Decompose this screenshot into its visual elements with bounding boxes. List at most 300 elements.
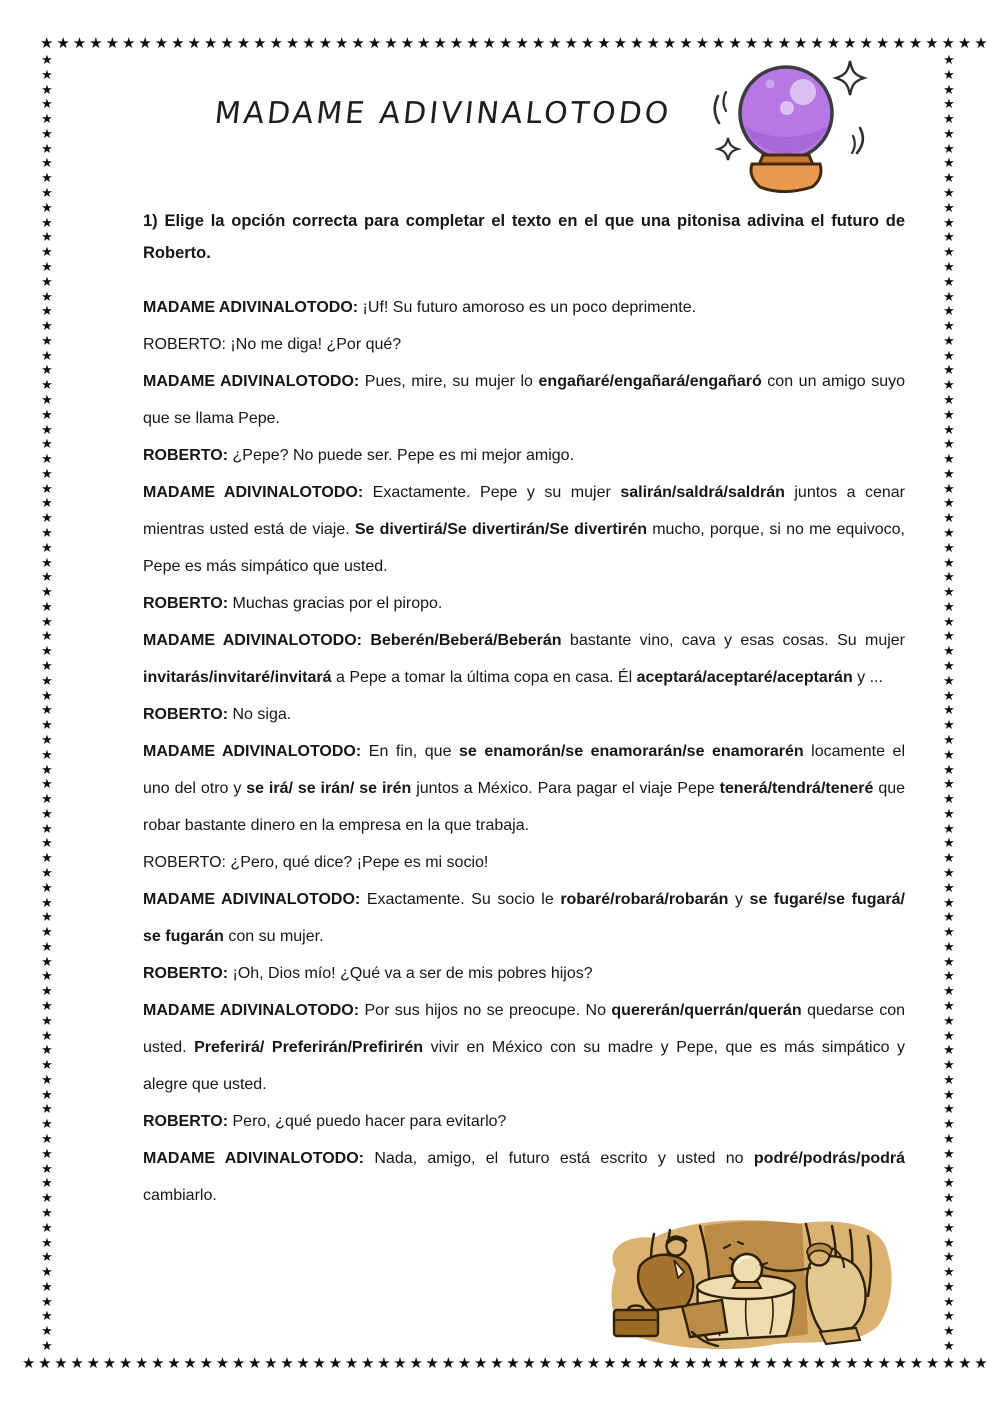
- text-run: Exactamente. Pepe y su mujer: [363, 484, 621, 501]
- star-icon: ★: [72, 34, 87, 52]
- star-icon: ★: [22, 1354, 36, 1372]
- star-icon: ★: [909, 1354, 924, 1372]
- star-icon: ★: [810, 34, 824, 52]
- star-icon: ★: [943, 673, 955, 689]
- star-icon: ★: [943, 629, 955, 645]
- star-border-left: [38, 54, 56, 1354]
- star-icon: ★: [41, 422, 53, 438]
- dialogue-line: [143, 622, 905, 696]
- star-icon: ★: [41, 599, 53, 615]
- star-icon: ★: [41, 1072, 53, 1088]
- star-icon: ★: [943, 762, 955, 778]
- star-icon: ★: [796, 1354, 811, 1372]
- star-icon: ★: [134, 1354, 149, 1372]
- star-icon: ★: [761, 34, 775, 52]
- star-icon: ★: [41, 97, 53, 113]
- star-icon: ★: [482, 34, 496, 52]
- star-icon: ★: [70, 1354, 84, 1372]
- star-icon: ★: [943, 1220, 955, 1236]
- star-icon: ★: [41, 570, 53, 586]
- star-icon: ★: [41, 437, 53, 453]
- star-icon: ★: [506, 1354, 520, 1372]
- star-icon: ★: [41, 1013, 53, 1029]
- star-icon: ★: [41, 954, 53, 970]
- star-icon: ★: [335, 34, 349, 52]
- text-run: con su mujer.: [223, 928, 324, 945]
- star-icon: ★: [943, 1117, 955, 1133]
- star-icon: ★: [943, 865, 955, 881]
- ball-highlight: [790, 79, 816, 105]
- star-icon: ★: [41, 392, 53, 408]
- dialogue: [143, 289, 905, 1214]
- star-icon: ★: [667, 1354, 682, 1372]
- star-icon: ★: [41, 67, 53, 83]
- answer-options: engañaré/engañará/engañaró: [538, 373, 762, 390]
- star-icon: ★: [41, 969, 53, 985]
- star-icon: ★: [457, 1354, 472, 1372]
- star-icon: ★: [393, 1354, 407, 1372]
- briefcase: [614, 1310, 658, 1336]
- text-run: quedarse con usted.: [143, 1002, 906, 1056]
- text-run: bastante vino, cava y esas cosas. Su mujer: [561, 632, 906, 649]
- star-icon: ★: [41, 1265, 53, 1281]
- star-icon: ★: [728, 34, 742, 52]
- star-icon: ★: [40, 34, 54, 52]
- answer-options: robaré/robará/robarán: [560, 891, 729, 908]
- star-icon: ★: [943, 496, 955, 512]
- star-icon: ★: [943, 880, 955, 896]
- star-icon: ★: [613, 34, 628, 52]
- star-icon: ★: [41, 659, 53, 675]
- star-icon: ★: [328, 1354, 343, 1372]
- star-icon: ★: [425, 1354, 439, 1372]
- star-icon: ★: [943, 1087, 955, 1103]
- star-icon: ★: [41, 1146, 53, 1162]
- star-icon: ★: [662, 34, 677, 52]
- star-icon: ★: [877, 1354, 891, 1372]
- star-icon: ★: [943, 555, 955, 571]
- star-icon: ★: [41, 378, 53, 394]
- star-icon: ★: [603, 1354, 617, 1372]
- star-icon: ★: [466, 34, 480, 52]
- answer-options: quererán/querrán/querán: [611, 1002, 802, 1019]
- speaker-label: ROBERTO:: [143, 1113, 229, 1130]
- text-run: cambiarlo.: [143, 1187, 217, 1204]
- star-icon: ★: [199, 1354, 213, 1372]
- star-icon: ★: [41, 1161, 53, 1177]
- star-icon: ★: [269, 34, 283, 52]
- star-icon: ★: [41, 156, 53, 172]
- crystal-ball-icon: [700, 56, 882, 194]
- star-icon: ★: [41, 245, 53, 261]
- star-icon: ★: [41, 585, 53, 601]
- star-icon: ★: [41, 126, 53, 142]
- star-icon: ★: [138, 34, 152, 52]
- speaker-label: ROBERTO:: [143, 447, 229, 464]
- speaker-label: ROBERTO:: [143, 706, 229, 723]
- star-icon: ★: [943, 1132, 955, 1148]
- star-icon: ★: [41, 289, 53, 305]
- star-icon: ★: [384, 34, 398, 52]
- star-icon: ★: [41, 141, 53, 157]
- dialogue-line: [143, 696, 905, 733]
- motion-arc: [715, 96, 719, 123]
- speaker-label: MADAME ADIVINALOTODO:: [143, 1002, 360, 1019]
- star-icon: ★: [843, 34, 857, 52]
- star-icon: ★: [651, 1354, 665, 1372]
- motion-arc: [724, 92, 727, 111]
- star-icon: ★: [679, 34, 693, 52]
- star-icon: ★: [943, 230, 955, 246]
- speaker-label: MADAME ADIVINALOTODO:: [143, 743, 362, 760]
- star-icon: ★: [41, 171, 53, 187]
- star-icon: ★: [41, 407, 53, 423]
- star-icon: ★: [943, 999, 955, 1014]
- text-run: ¿Pepe? No puede ser. Pepe es mi mejor amigo.: [228, 447, 575, 464]
- star-icon: ★: [943, 407, 955, 423]
- star-icon: ★: [367, 34, 382, 52]
- star-icon: ★: [151, 1354, 165, 1372]
- text-run: a Pepe a tomar la última copa en casa. Él: [331, 669, 637, 686]
- speaker-label: MADAME ADIVINALOTODO:: [143, 373, 360, 390]
- star-icon: ★: [490, 1354, 504, 1372]
- star-icon: ★: [41, 777, 53, 793]
- star-icon: ★: [732, 1354, 746, 1372]
- star-icon: ★: [943, 836, 955, 852]
- star-icon: ★: [943, 777, 955, 793]
- star-icon: ★: [41, 363, 53, 379]
- text-run: Pero, ¿qué puedo hacer para evitarlo?: [228, 1113, 507, 1130]
- star-icon: ★: [958, 1354, 972, 1372]
- star-icon: ★: [943, 540, 955, 556]
- star-icon: ★: [41, 230, 53, 246]
- star-icon: ★: [41, 1058, 53, 1074]
- star-icon: ★: [943, 274, 955, 290]
- star-icon: ★: [531, 34, 546, 52]
- text-run: que robar bastante dinero en la empresa en la que trabaja.: [143, 780, 906, 834]
- star-icon: ★: [41, 895, 53, 911]
- star-icon: ★: [41, 1132, 53, 1148]
- dialogue-line: [143, 326, 905, 363]
- dialogue-line: [143, 585, 905, 622]
- star-icon: ★: [171, 34, 185, 52]
- star-icon: ★: [41, 274, 53, 290]
- star-icon: ★: [41, 880, 53, 896]
- star-icon: ★: [41, 851, 53, 867]
- star-icon: ★: [41, 732, 53, 748]
- star-icon: ★: [943, 378, 955, 394]
- motion-arc: [857, 128, 863, 153]
- star-icon: ★: [943, 659, 955, 675]
- star-icon: ★: [943, 703, 955, 719]
- answer-options: aceptará/aceptaré/aceptarán: [636, 669, 853, 686]
- star-icon: ★: [285, 34, 300, 52]
- star-icon: ★: [861, 1354, 875, 1372]
- star-icon: ★: [102, 1354, 117, 1372]
- star-icon: ★: [943, 200, 955, 216]
- star-icon: ★: [974, 1354, 988, 1372]
- star-icon: ★: [41, 792, 53, 808]
- star-icon: ★: [280, 1354, 294, 1372]
- star-icon: ★: [41, 673, 53, 689]
- star-icon: ★: [121, 34, 136, 52]
- text-run: Pues, mire, su mujer lo: [359, 373, 539, 390]
- dialogue-line: [143, 992, 905, 1103]
- star-icon: ★: [548, 34, 562, 52]
- star-icon: ★: [943, 747, 955, 763]
- dialogue-line: [143, 474, 905, 585]
- star-icon: ★: [943, 348, 955, 364]
- star-icon: ★: [41, 319, 53, 335]
- star-icon: ★: [41, 82, 53, 98]
- answer-options: podré/podrás/podrá: [753, 1150, 906, 1167]
- star-icon: ★: [829, 1354, 843, 1372]
- star-icon: ★: [360, 1354, 375, 1372]
- star-icon: ★: [41, 1205, 53, 1221]
- star-icon: ★: [344, 1354, 359, 1372]
- answer-options: se irá/ se irán/ se irén: [246, 780, 412, 797]
- star-icon: ★: [86, 1354, 101, 1372]
- text-run: vivir en México con su madre y Pepe, que es más simpático y alegre que usted.: [143, 1039, 906, 1093]
- star-icon: ★: [433, 34, 447, 52]
- star-icon: ★: [318, 34, 333, 52]
- star-icon: ★: [646, 34, 660, 52]
- star-icon: ★: [586, 1354, 601, 1372]
- text-run: con un amigo suyo que se llama Pepe.: [143, 373, 905, 427]
- star-icon: ★: [943, 644, 955, 660]
- star-icon: ★: [41, 200, 53, 216]
- star-icon: ★: [943, 1058, 955, 1074]
- star-icon: ★: [41, 747, 53, 763]
- dialogue-line: [143, 363, 905, 437]
- star-icon: ★: [942, 1354, 956, 1372]
- star-icon: ★: [41, 1176, 53, 1192]
- text-run: Nada, amigo, el futuro está escrito y usted no: [364, 1150, 754, 1167]
- star-icon: ★: [554, 1354, 569, 1372]
- star-icon: ★: [943, 1205, 955, 1221]
- star-icon: ★: [780, 1354, 795, 1372]
- speaker-label: MADAME ADIVINALOTODO:: [143, 632, 371, 649]
- star-icon: ★: [41, 466, 53, 482]
- star-icon: ★: [943, 97, 955, 113]
- star-icon: ★: [183, 1354, 197, 1372]
- star-icon: ★: [312, 1354, 326, 1372]
- star-icon: ★: [167, 1354, 181, 1372]
- star-icon: ★: [699, 1354, 714, 1372]
- answer-options: salirán/saldrá/saldrán: [620, 484, 785, 501]
- star-icon: ★: [943, 481, 955, 497]
- answer-options: invitarás/invitaré/invitará: [143, 669, 332, 686]
- dialogue-line: [143, 844, 905, 881]
- star-icon: ★: [908, 34, 923, 52]
- star-icon: ★: [296, 1354, 310, 1372]
- star-icon: ★: [41, 1043, 53, 1059]
- sparkle-icon: [718, 138, 738, 160]
- star-icon: ★: [744, 34, 759, 52]
- star-icon: ★: [859, 34, 873, 52]
- star-icon: ★: [220, 34, 234, 52]
- star-icon: ★: [351, 34, 365, 52]
- star-icon: ★: [416, 34, 431, 52]
- star-icon: ★: [943, 732, 955, 748]
- star-icon: ★: [695, 34, 710, 52]
- star-icon: ★: [41, 1279, 53, 1295]
- star-icon: ★: [187, 34, 201, 52]
- star-icon: ★: [41, 1191, 53, 1207]
- text-run: Muchas gracias por el piropo.: [228, 595, 443, 612]
- star-icon: ★: [845, 1354, 859, 1372]
- star-icon: ★: [41, 348, 53, 364]
- star-icon: ★: [409, 1354, 423, 1372]
- answer-options: se fugaré/se fugará/ se fugarán: [143, 891, 905, 945]
- star-icon: ★: [943, 1324, 955, 1340]
- star-icon: ★: [41, 1235, 53, 1251]
- motion-arc: [852, 136, 855, 153]
- speaker-label: MADAME ADIVINALOTODO:: [143, 299, 359, 316]
- star-icon: ★: [253, 34, 267, 52]
- star-icon: ★: [41, 939, 53, 955]
- star-border-bottom: [22, 1356, 988, 1371]
- answer-options: Preferirá/ Preferirán/Prefirirén: [194, 1039, 424, 1056]
- star-icon: ★: [41, 496, 53, 512]
- dialogue-line: [143, 289, 905, 326]
- star-icon: ★: [943, 954, 955, 970]
- star-icon: ★: [974, 34, 988, 52]
- star-icon: ★: [875, 34, 890, 52]
- star-icon: ★: [247, 1354, 262, 1372]
- star-icon: ★: [943, 1294, 955, 1310]
- star-icon: ★: [943, 1279, 955, 1295]
- star-icon: ★: [793, 34, 808, 52]
- star-icon: ★: [302, 34, 316, 52]
- speaker-label: MADAME ADIVINALOTODO:: [143, 1150, 365, 1167]
- fortune-teller-scene-illustration: [596, 1208, 898, 1354]
- star-icon: ★: [943, 53, 955, 68]
- star-icon: ★: [41, 644, 53, 660]
- star-icon: ★: [41, 1220, 53, 1236]
- text-run: juntos a México. Para pagar el viaje Pepe: [411, 780, 720, 797]
- dialogue-line: [143, 733, 905, 844]
- text-run: No siga.: [228, 706, 292, 723]
- star-icon: ★: [777, 34, 792, 52]
- star-icon: ★: [943, 437, 955, 453]
- star-icon: ★: [56, 34, 70, 52]
- star-icon: ★: [522, 1354, 536, 1372]
- star-icon: ★: [473, 1354, 488, 1372]
- star-icon: ★: [943, 259, 955, 275]
- stool: [682, 1300, 727, 1337]
- ball-highlight: [766, 80, 775, 89]
- woman-cushion: [820, 1328, 860, 1344]
- star-icon: ★: [943, 1235, 955, 1251]
- star-icon: ★: [41, 1324, 53, 1340]
- star-icon: ★: [41, 511, 53, 527]
- star-icon: ★: [570, 1354, 585, 1372]
- star-icon: ★: [943, 1028, 955, 1044]
- text-run: mucho, porque, si no me equivoco, Pepe es más simpático que usted.: [143, 521, 905, 575]
- star-icon: ★: [943, 126, 955, 142]
- star-icon: ★: [943, 245, 955, 261]
- answer-options: se enamorán/se enamorarán/se enamorarén: [459, 743, 804, 760]
- star-icon: ★: [943, 614, 955, 630]
- star-icon: ★: [41, 526, 53, 541]
- star-icon: ★: [943, 186, 955, 202]
- star-icon: ★: [943, 141, 955, 157]
- star-icon: ★: [943, 289, 955, 305]
- star-icon: ★: [564, 34, 578, 52]
- star-icon: ★: [630, 34, 644, 52]
- star-icon: ★: [943, 718, 955, 734]
- star-icon: ★: [400, 34, 415, 52]
- text-run: locamente el uno del otro y: [143, 743, 905, 797]
- star-icon: ★: [41, 688, 53, 704]
- star-icon: ★: [943, 939, 955, 955]
- star-icon: ★: [943, 422, 955, 438]
- star-icon: ★: [943, 806, 955, 822]
- star-icon: ★: [683, 1354, 698, 1372]
- text-run: ¡Oh, Dios mío! ¿Qué va a ser de mis pobres hijos?: [228, 965, 593, 982]
- star-icon: ★: [943, 925, 955, 941]
- text-run: y: [728, 891, 750, 908]
- star-border-top: [40, 36, 988, 51]
- page-title: MADAME ADIVINALOTODO: [212, 96, 674, 131]
- star-icon: ★: [712, 34, 726, 52]
- speaker-label: ROBERTO:: [143, 965, 229, 982]
- star-icon: ★: [943, 1309, 955, 1325]
- star-icon: ★: [215, 1354, 230, 1372]
- star-icon: ★: [41, 865, 53, 881]
- star-icon: ★: [41, 910, 53, 926]
- star-icon: ★: [41, 215, 53, 231]
- star-border-right: [940, 54, 958, 1354]
- star-icon: ★: [41, 836, 53, 852]
- star-icon: ★: [41, 1117, 53, 1133]
- star-icon: ★: [264, 1354, 278, 1372]
- star-icon: ★: [41, 1102, 53, 1118]
- star-icon: ★: [54, 1354, 68, 1372]
- star-icon: ★: [41, 1294, 53, 1310]
- star-icon: ★: [943, 969, 955, 985]
- star-icon: ★: [943, 156, 955, 172]
- star-icon: ★: [41, 1309, 53, 1325]
- star-icon: ★: [943, 363, 955, 379]
- speaker-label: MADAME ADIVINALOTODO:: [143, 484, 364, 501]
- star-icon: ★: [41, 718, 53, 734]
- speaker-label: MADAME ADIVINALOTODO:: [143, 891, 361, 908]
- star-icon: ★: [716, 1354, 730, 1372]
- woman-robe: [807, 1256, 866, 1332]
- star-icon: ★: [943, 1176, 955, 1192]
- star-icon: ★: [635, 1354, 649, 1372]
- star-icon: ★: [41, 304, 53, 320]
- text-run: ROBERTO: ¡No me diga! ¿Por qué?: [143, 336, 402, 353]
- star-icon: ★: [89, 34, 103, 52]
- ball-base: [751, 164, 821, 192]
- star-icon: ★: [892, 34, 906, 52]
- star-icon: ★: [41, 112, 53, 128]
- star-icon: ★: [893, 1354, 908, 1372]
- dialogue-line: [143, 437, 905, 474]
- text-run: ROBERTO: ¿Pero, qué dice? ¡Pepe es mi socio!: [143, 854, 489, 871]
- instruction-text: 1) Elige la opción correcta para completar el texto en el que una pitonisa adivina el futuro de Roberto.: [143, 212, 905, 262]
- star-icon: ★: [943, 1013, 955, 1029]
- star-icon: ★: [943, 1043, 955, 1059]
- star-icon: ★: [538, 1354, 552, 1372]
- star-icon: ★: [231, 1354, 246, 1372]
- star-icon: ★: [41, 806, 53, 822]
- star-icon: ★: [154, 34, 169, 52]
- ball-stand: [733, 1282, 761, 1288]
